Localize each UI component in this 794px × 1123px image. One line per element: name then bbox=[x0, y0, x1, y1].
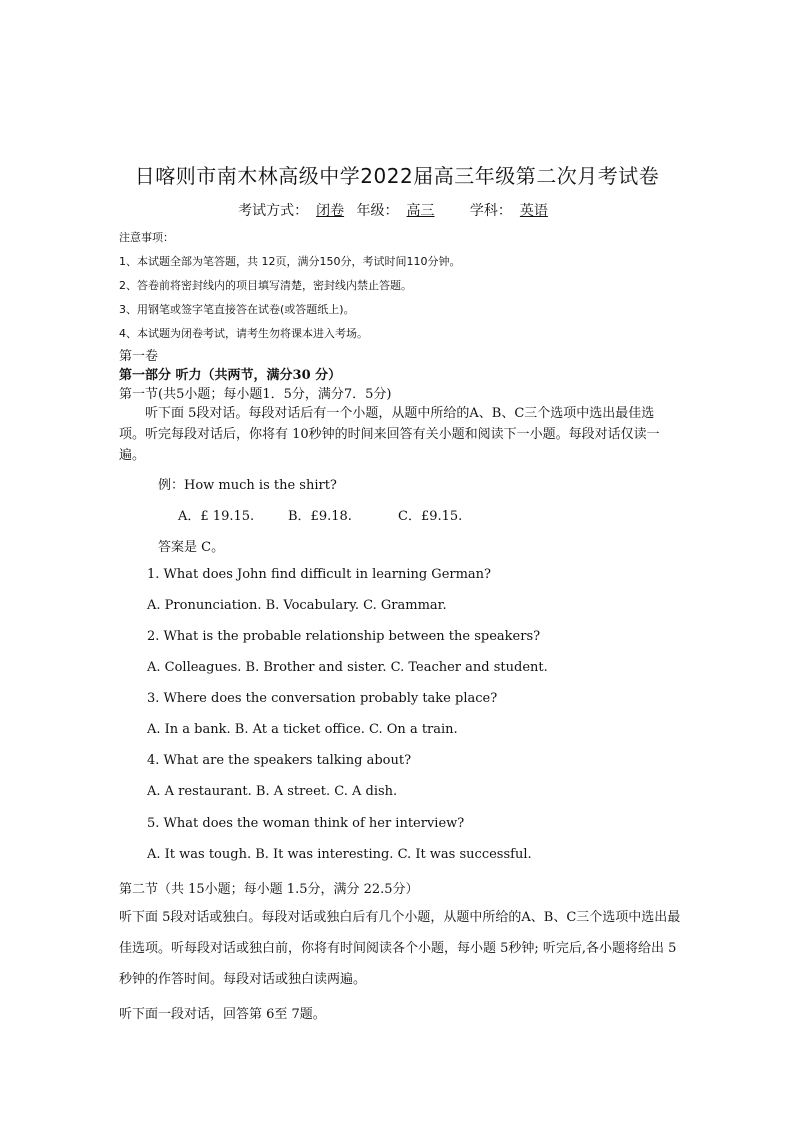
subject-label: 学科： bbox=[469, 203, 512, 219]
exam-meta bbox=[0, 200, 794, 220]
question-2: 2. What is the probable relationship between the speakers? bbox=[147, 629, 541, 644]
example-option-b: B．£9.18. bbox=[288, 509, 352, 524]
notice-item-1: 1、本试题全部为笔答题，共 12页，满分150分，考试时间110分钟。 bbox=[119, 255, 461, 268]
question-5-options: A. It was tough. B. It was interesting. C. It was successful. bbox=[147, 847, 532, 862]
question-2-options: A. Colleagues. B. Brother and sister. C. Teacher and student. bbox=[147, 660, 548, 675]
part1-title: 第一部分 听力（共两节，满分30 分） bbox=[119, 368, 342, 383]
question-3-options: A. In a bank. B. At a ticket office. C. On a train. bbox=[147, 722, 458, 737]
section2-title: 第二节（共 15小题；每小题 1.5分，满分 22.5分） bbox=[119, 882, 419, 897]
volume-label: 第一卷 bbox=[119, 349, 159, 364]
notice-item-2: 2、答卷前将密封线内的项目填写清楚，密封线内禁止答题。 bbox=[119, 279, 412, 292]
question-3: 3. Where does the conversation probably take place? bbox=[147, 691, 498, 706]
exam-method-value: 闭卷 bbox=[316, 203, 345, 219]
section1-instructions: 听下面 5段对话。每段对话后有一个小题，从题中所给的A、B、C三个选项中选出最佳选项。听完每段对话后，你将有 10秒钟的时间来回答有关小题和阅读下一小题。每段对话仅读一遍。 bbox=[119, 406, 660, 463]
example-answer: 答案是 C。 bbox=[158, 540, 225, 555]
subject-value: 英语 bbox=[519, 203, 548, 219]
notice-item-3: 3、用钢笔或签字笔直接答在试卷(或答题纸上)。 bbox=[119, 303, 355, 316]
exam-method-label: 考试方式： bbox=[238, 203, 309, 219]
example-option-a: A．£ 19.15. bbox=[178, 509, 255, 524]
example-options bbox=[178, 505, 682, 524]
grade-value: 高三 bbox=[406, 203, 435, 219]
question-1-options: A. Pronunciation. B. Vocabulary. C. Grammar. bbox=[147, 598, 447, 613]
page-title: 日喀则市南木林高级中学2022届高三年级第二次月考试卷 bbox=[134, 164, 660, 188]
next-prompt: 听下面一段对话，回答第 6至 7题。 bbox=[119, 1007, 326, 1022]
question-4: 4. What are the speakers talking about? bbox=[147, 753, 412, 768]
notice-item-4: 4、本试题为闭卷考试，请考生勿将课本进入考场。 bbox=[119, 327, 368, 340]
question-4-options: A. A restaurant. B. A street. C. A dish. bbox=[147, 784, 398, 799]
section1-title: 第一节(共5小题；每小题1．5分，满分7．5分) bbox=[119, 387, 392, 402]
question-1: 1. What does John find difficult in learning German? bbox=[147, 567, 492, 582]
notice-heading: 注意事项： bbox=[119, 231, 174, 244]
example-question: 例：How much is the shirt? bbox=[158, 478, 337, 493]
example-option-c: C．£9.15. bbox=[398, 509, 463, 524]
section2-instructions: 听下面 5段对话或独白。每段对话或独白后有几个小题，从题中所给的A、B、C三个选项中选出最佳选项。听每段对话或独白前，你将有时间阅读各个小题，每小题 5秒钟; 听完后,各小题将给出 5秒钟的作答时间。每段对话或独白读两遍。 bbox=[119, 910, 681, 987]
grade-label: 年级： bbox=[356, 203, 399, 219]
question-5: 5. What does the woman think of her interview? bbox=[147, 816, 465, 831]
